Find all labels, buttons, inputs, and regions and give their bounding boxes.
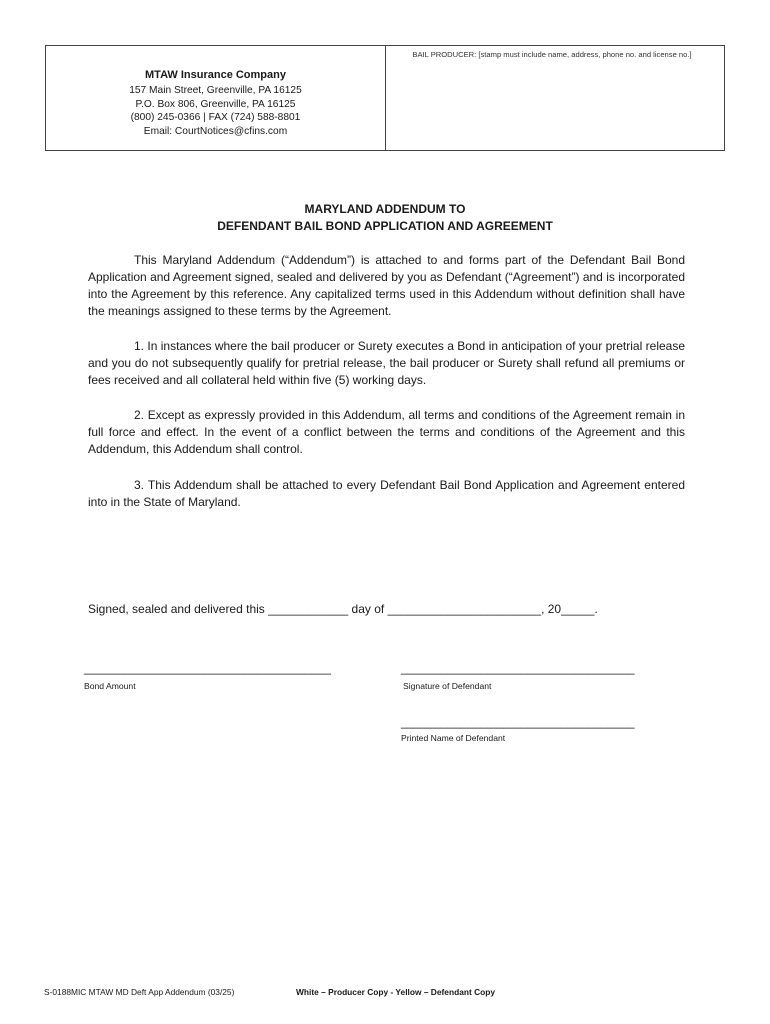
stamp-label: BAIL PRODUCER: [stamp must include name, address, phone no. and license no.] bbox=[412, 50, 692, 59]
defendant-signature-line: ___________________________________ bbox=[401, 661, 635, 675]
company-phone-fax: (800) 245-0366 | FAX (724) 588-8801 bbox=[130, 112, 301, 124]
company-info bbox=[46, 46, 386, 150]
bond-amount-line: _____________________________________ bbox=[84, 661, 331, 675]
printed-name-line: ___________________________________ bbox=[401, 715, 635, 729]
copy-distribution: White – Producer Copy - Yellow – Defendant Copy bbox=[296, 987, 496, 997]
defendant-signature-label: Signature of Defendant bbox=[403, 681, 492, 691]
document-title-line1: MARYLAND ADDENDUM TO bbox=[304, 202, 466, 216]
header-box bbox=[45, 45, 725, 151]
clause-3: 3. This Addendum shall be attached to every Defendant Bail Bond Application and Agreement entered into in the State of Maryland. bbox=[88, 478, 685, 509]
bond-amount-label: Bond Amount bbox=[84, 681, 136, 691]
intro-paragraph: This Maryland Addendum (“Addendum”) is attached to and forms part of the Defendant Bail Bond Application and Agreement signed, sealed and delivered by you as Defendant (“Agreement”) and is incorporated into the Agreement by this reference. Any capitalized terms used in this Addendum without definition shall have the meanings assigned to these terms by the Agreement. bbox=[88, 253, 685, 318]
document-title-line2: DEFENDANT BAIL BOND APPLICATION AND AGREEMENT bbox=[217, 219, 553, 233]
stamp-area bbox=[386, 46, 724, 150]
printed-name-label: Printed Name of Defendant bbox=[401, 733, 506, 743]
company-address-line1: 157 Main Street, Greenville, PA 16125 bbox=[129, 85, 302, 97]
clause-1: 1. In instances where the bail producer or Surety executes a Bond in anticipation of your pretrial release and you do not subsequently qualify for pretrial release, the bail producer or Surety shall refund all premiums or fees received and all collateral held within five (5) working days. bbox=[88, 339, 685, 387]
company-email: Email: CourtNotices@cfins.com bbox=[143, 125, 288, 137]
clause-2: 2. Except as expressly provided in this Addendum, all terms and conditions of the Agreement remain in full force and effect. In the event of a conflict between the terms and conditions of the Agreement and this Addendum, this Addendum shall control. bbox=[88, 408, 685, 456]
company-name: MTAW Insurance Company bbox=[145, 69, 286, 81]
signed-date-line: Signed, sealed and delivered this ____________ day of _______________________, 20_____. bbox=[88, 602, 598, 616]
form-id: S-0188MIC MTAW MD Deft App Addendum (03/25) bbox=[44, 987, 235, 997]
company-address-line2: P.O. Box 806, Greenville, PA 16125 bbox=[135, 98, 296, 110]
